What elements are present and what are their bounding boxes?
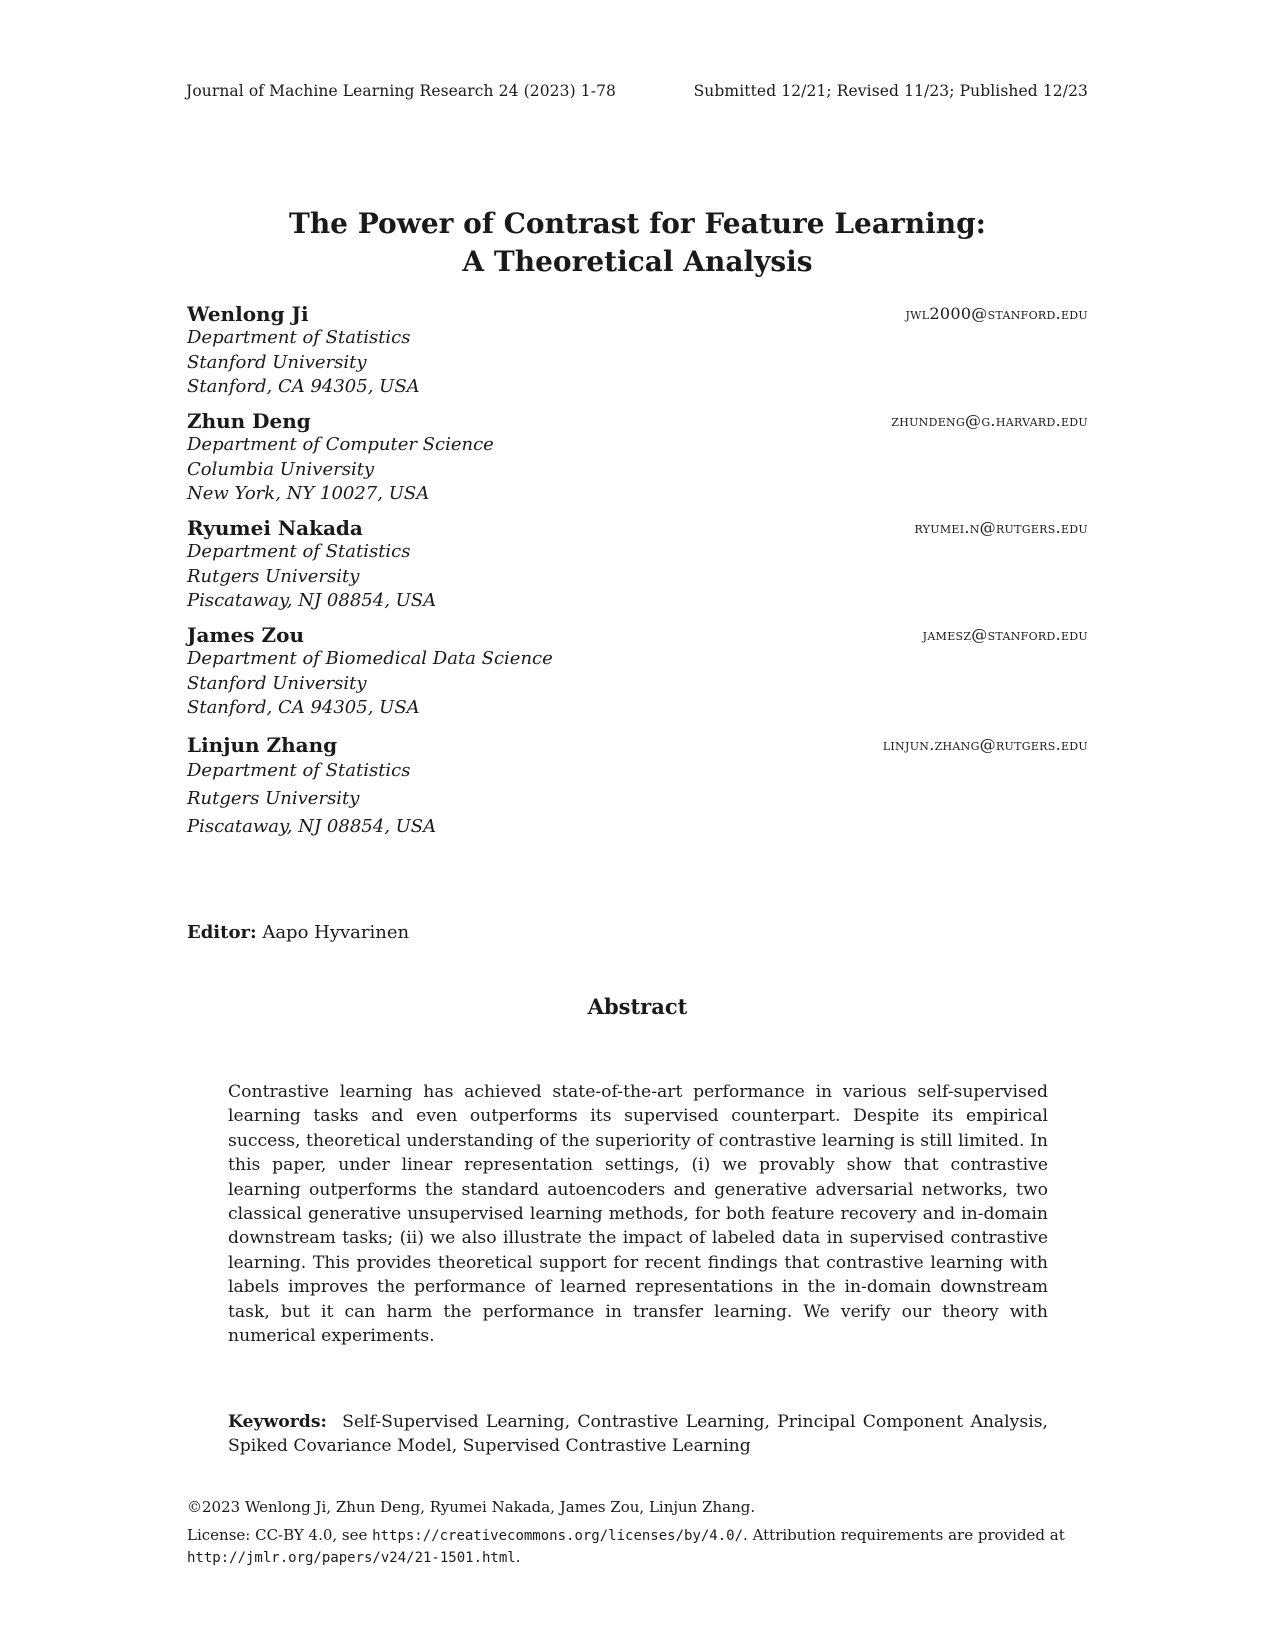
publication-dates: Submitted 12/21; Revised 11/23; Published 12/23 [693,82,1088,100]
author-block [187,302,1088,400]
author-department: Department of Statistics [187,541,411,562]
author-block [187,733,1088,841]
author-name: Zhun Deng [187,409,311,433]
author-department: Department of Statistics [187,327,411,348]
author-institution: Stanford University [187,351,367,373]
author-department: Department of Computer Science [187,434,494,455]
author-institution: Columbia University [187,458,375,480]
copyright-notice: ©2023 Wenlong Ji, Zhun Deng, Ryumei Nakada, James Zou, Linjun Zhang. [187,1498,756,1516]
keywords-text: Self-Supervised Learning, Contrastive Learning, Principal Component Analysis, Spiked Covariance Model, Supervised Contrastive Learning [228,1412,1048,1457]
license-notice [187,1525,1087,1569]
author-institution: Rutgers University [187,565,360,587]
title-line-2: A Theoretical Analysis [462,245,813,278]
abstract-text: Contrastive learning has achieved state-of-the-art performance in various self-supervised learning tasks and even outperforms its supervised counterpart. Despite its empirical success, theoretical understanding of the superiority of contrastive learning is still limited. In this paper, under linear representation settings, (i) we provably show that contrastive learning outperforms the standard autoencoders and generative adversarial networks, two classical generative unsupervised learning methods, for both feature recovery and in-domain downstream tasks; (ii) we also illustrate the impact of labeled data in supervised contrastive learning. This provides theoretical support for recent findings that contrastive learning with labels improves the performance of learned representations in the in-domain downstream task, but it can harm the performance in transfer learning. We verify our theory with numerical experiments. [228,1082,1048,1347]
author-block [187,409,1088,507]
license-suffix: . [515,1548,521,1566]
author-block [187,623,1088,721]
editor-line [187,922,409,943]
license-middle: . Attribution requirements are provided at [743,1526,1065,1544]
author-address: Stanford, CA 94305, USA [187,697,420,718]
editor-label: Editor: [187,922,257,943]
author-email: ryumei.n@rutgers.edu [914,518,1088,537]
journal-header: Journal of Machine Learning Research 24 (2023) 1-78 [186,82,616,100]
author-address: New York, NY 10027, USA [187,483,430,504]
author-address: Piscataway, NJ 08854, USA [187,816,437,837]
license-link[interactable]: https://creativecommons.org/licenses/by/4.0/ [372,1528,744,1544]
editor-name: Aapo Hyvarinen [262,922,410,943]
author-name: James Zou [187,623,305,647]
author-address: Stanford, CA 94305, USA [187,376,420,397]
author-institution: Stanford University [187,672,367,694]
author-name: Ryumei Nakada [187,516,363,540]
author-name: Wenlong Ji [187,302,309,326]
author-department: Department of Biomedical Data Science [187,648,553,669]
attribution-link[interactable]: http://jmlr.org/papers/v24/21-1501.html [187,1550,516,1566]
keywords-label: Keywords: [228,1412,327,1432]
title-line-1: The Power of Contrast for Feature Learning: [288,207,986,240]
author-department: Department of Statistics [187,760,411,781]
author-address: Piscataway, NJ 08854, USA [187,590,437,611]
paper-title [0,205,1275,281]
abstract-heading: Abstract [587,994,688,1019]
author-email: linjun.zhang@rutgers.edu [882,735,1088,754]
license-prefix: License: CC-BY 4.0, see [187,1526,373,1544]
author-email: jwl2000@stanford.edu [905,304,1088,323]
author-email: jamesz@stanford.edu [922,625,1088,644]
author-institution: Rutgers University [187,788,360,809]
author-name: Linjun Zhang [187,733,338,757]
keywords [228,1410,1048,1459]
author-email: zhundeng@g.harvard.edu [891,411,1088,430]
author-block [187,516,1088,614]
